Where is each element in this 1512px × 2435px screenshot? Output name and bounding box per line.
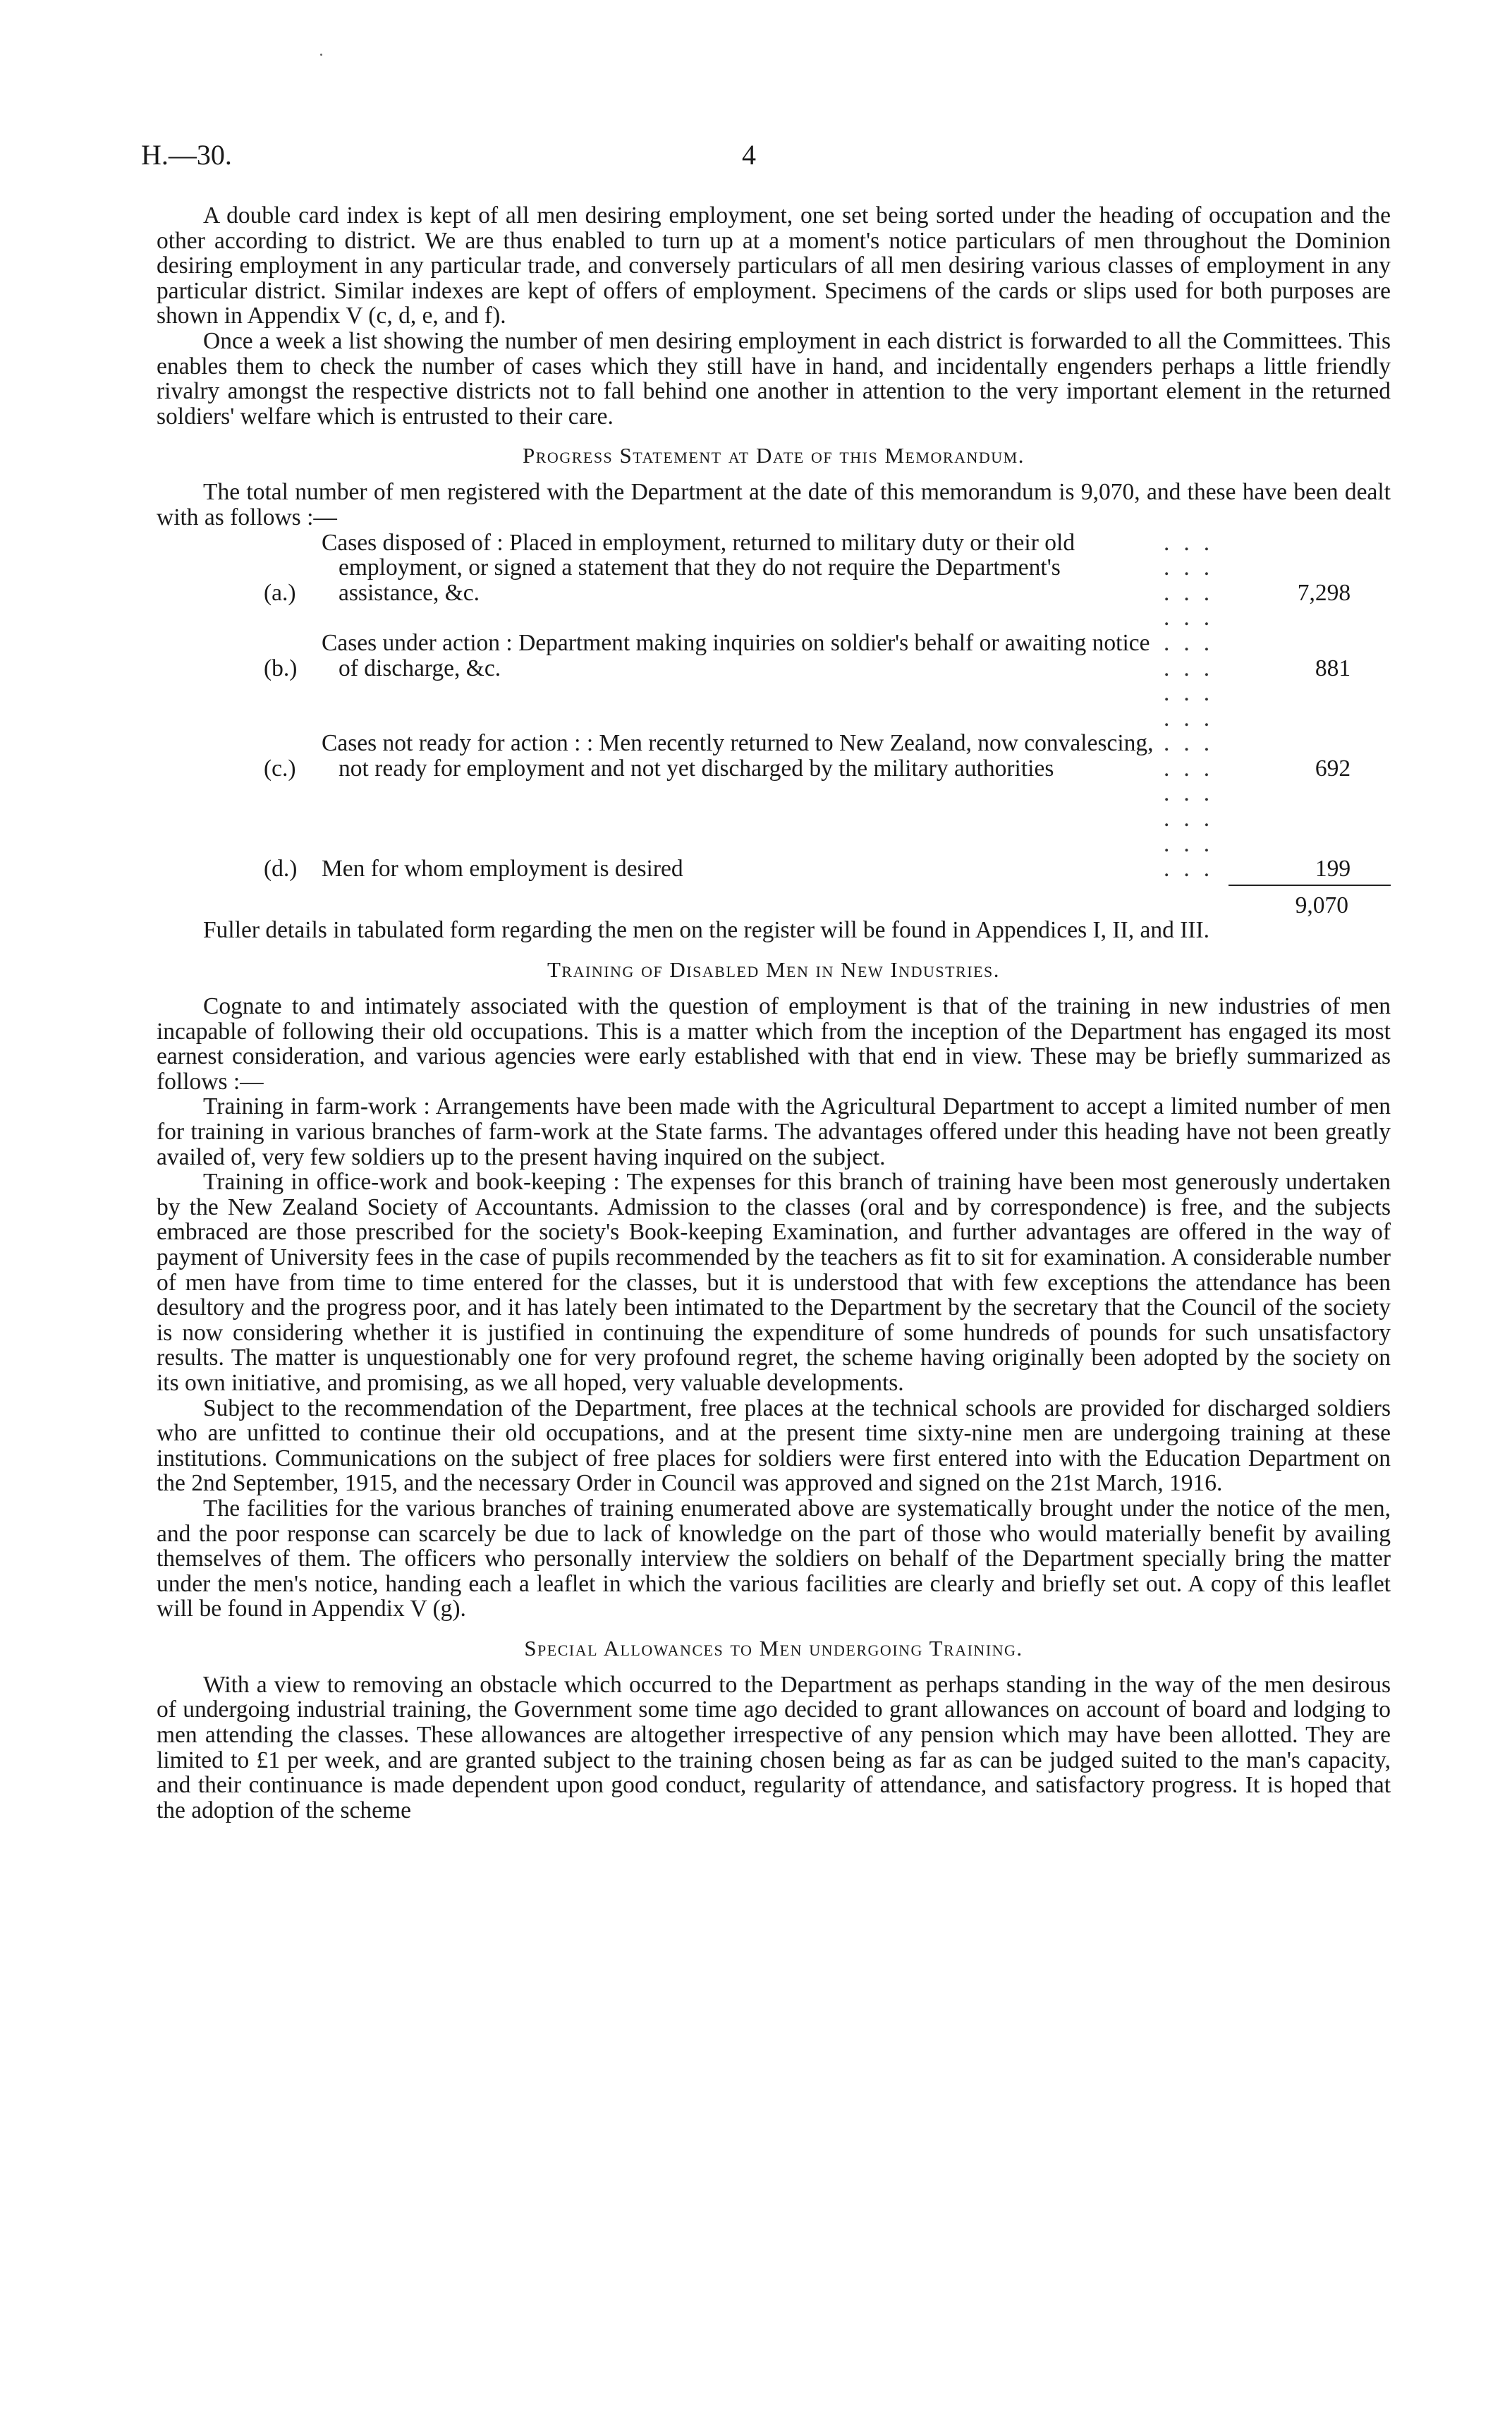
paragraph: With a view to removing an obstacle which occurred to the Department as perhaps standing in the way of the men desirous of undergoing industrial training, the Government some time ago decided to grant allowances on account of board and lodging to men attending the classes. These allowances are altogether irrespective of any pension which may have been allotted. They are limited to £1 per week, and are granted subject to the training chosen being as far as can be judged suited to the man's capacity, and their continuance is made dependent upon good conduct, regularity of attendance, and satisfactory progress. It is hoped that the adoption of the scheme — [157, 1671, 1391, 1823]
case-text: Men for whom employment is desired — [322, 856, 683, 882]
case-total: 9,070 — [1228, 885, 1391, 918]
paragraph: Cognate to and intimately associated with the question of employment is that of the training in new industries of men incapable of following their old occupations. This is a matter which from the inception of the Department has engaged its most earnest consideration, and various agencies were early established with that end in view. These may be briefly summarized as follows :— — [157, 993, 1391, 1095]
paragraph: The facilities for the various branches of training enumerated above are systematically brought under the notice of the men, and the poor response can scarcely be due to lack of knowledge on the part of those who would materially benefit by availing themselves of them. The officers who personally interview the soldiers on behalf of the Department specially bring the matter under the men's notice, handing each a leaflet in which the various facilities are clearly and briefly set out. A copy of this leaflet will be found in Appendix V (g). — [157, 1495, 1391, 1622]
case-value: 199 — [1315, 856, 1351, 882]
section-heading-allowances: Special Allowances to Men undergoing Training. — [524, 1635, 1023, 1660]
paragraph: Subject to the recommendation of the Department, free places at the technical schools are provided for discharged soldiers who are unfitted to continue their old occupations, and at the present time sixty-nine men are undergoing training at these institutions. Communications on the subject of free places for soldiers were first entered into with the Education Department on the 2nd September, 1915, and the necessary Order in Council was approved and signed on the 21st March, 1916. — [157, 1395, 1391, 1497]
case-label: (c.) — [264, 755, 296, 782]
paragraph: Fuller details in tabulated form regarding the men on the register will be found in Appendices I, II, and III. — [203, 917, 1210, 944]
section-heading-progress: Progress Statement at Date of this Memorandum. — [523, 443, 1025, 468]
case-value: 692 — [1315, 755, 1351, 782]
case-row — [264, 781, 1391, 881]
leader-dots: ... ... ... ... — [1164, 680, 1224, 782]
case-label: (b.) — [264, 655, 298, 681]
case-label: (d.) — [264, 856, 298, 882]
case-text: Cases under action : Department making inquiries on soldier's behalf or awaiting notice of discharge, &c. — [322, 629, 1150, 681]
page-body — [157, 203, 1391, 1823]
leader-dots: ... ... ... ... — [1164, 780, 1224, 882]
document-id: H.—30. — [141, 139, 232, 171]
total-row — [157, 885, 1391, 918]
leader-dots: ... ... ... — [1164, 605, 1224, 681]
section-heading-training: Training of Disabled Men in New Industries. — [547, 957, 1000, 983]
paragraph: Once a week a list showing the number of men desiring employment in each district is forwarded to all the Committees. This enables them to check the number of cases which they still have in hand, and incidentally engenders perhaps a little friendly rivalry amongst the respective districts not to fall behind one another in attention to the very important element in the returned soldiers' welfare which is entrusted to their care. — [157, 327, 1391, 430]
paragraph: Training in farm-work : Arrangements have been made with the Agricultural Department to accept a limited number of men for training in various branches of farm-work at the State farms. The advantages offered under this heading have not been greatly availed of, very few soldiers up to the present having inquired on the subject. — [157, 1093, 1391, 1170]
leader-dots: ... ... ... — [1164, 529, 1224, 606]
scan-speck — [320, 54, 322, 56]
paragraph: A double card index is kept of all men desiring employment, one set being sorted under the heading of occupation and the other according to district. We are thus enabled to turn up at a moment's notice particulars of men throughout the Dominion desiring employment in any particular trade, and conversely particulars of all men desiring various classes of employment in any particular district. Similar indexes are kept of offers of employment. Specimens of the cards or slips used for both purposes are shown in Appendix V (c, d, e, and f). — [157, 202, 1391, 329]
case-text: Cases disposed of : Placed in employment, returned to military duty or their old employment, or signed a statement that they do not require the Department's assistance, &c. — [322, 529, 1075, 606]
page-number: 4 — [742, 139, 756, 171]
case-label: (a.) — [264, 579, 296, 606]
case-row — [264, 530, 1391, 606]
paragraph: The total number of men registered with the Department at the date of this memorandum is 9,070, and these have been dealt with as follows :— — [157, 479, 1391, 530]
case-value: 7,298 — [1297, 579, 1351, 606]
case-row — [264, 605, 1391, 681]
case-value: 881 — [1315, 655, 1351, 681]
case-row — [264, 681, 1391, 781]
paragraph: Training in office-work and book-keeping : The expenses for this branch of training have been most generously undertaken by the New Zealand Society of Accountants. Admission to the classes (oral and by correspondence) is free, and the subjects embraced are those prescribed for the society's Book-keeping Examination, and further advantages are offered in the way of payment of University fees in the case of pupils recommended by the teachers as fit to sit for examination. A considerable number of men have from time to time entered for the classes, but it is understood that with few exceptions the attendance has been desultory and the progress poor, and it has lately been intimated to the Department by the secretary that the Council of the society is now considering whether it is justified in continuing the expenditure of some hundreds of pounds for such unsatisfactory results. The matter is unquestionably one for very profound regret, the scheme having originally been adopted by the society on its own initiative, and promising, as we all hoped, very valuable developments. — [157, 1169, 1391, 1396]
case-text: Cases not ready for action : : Men recently returned to New Zealand, now convalescing, not ready for employment and not yet discharged by the military authorities — [322, 730, 1154, 782]
case-list — [157, 530, 1391, 918]
